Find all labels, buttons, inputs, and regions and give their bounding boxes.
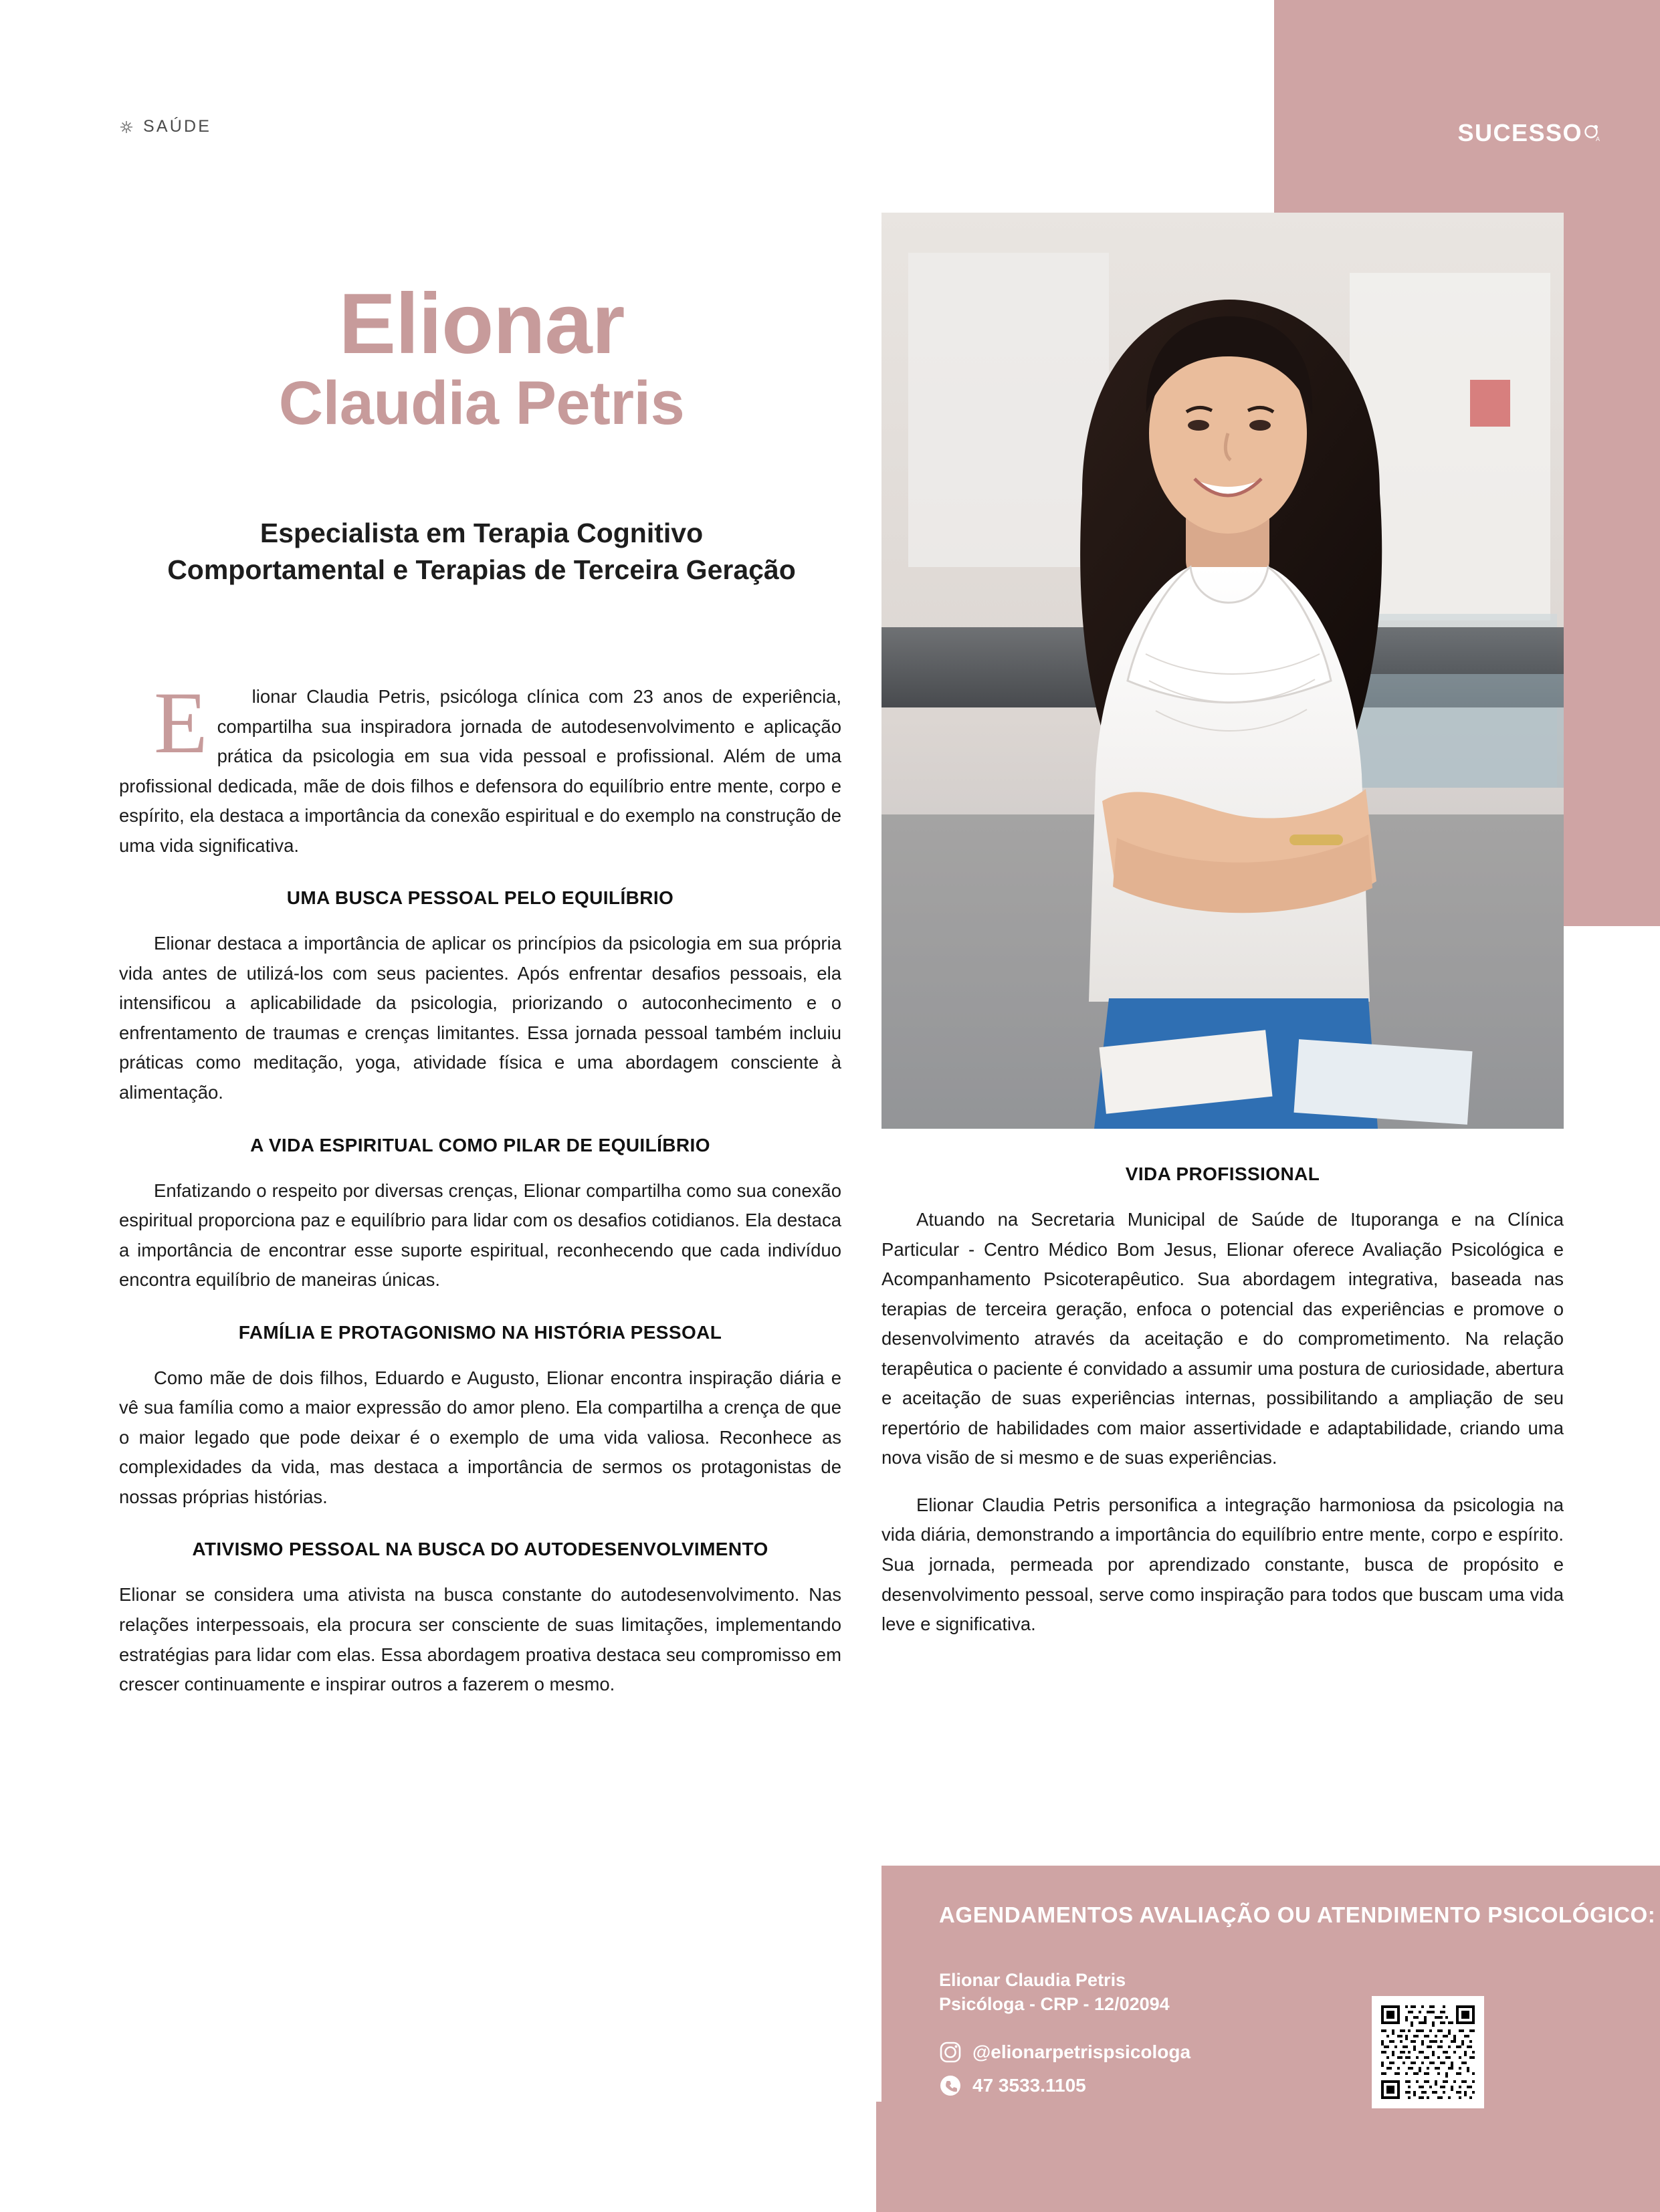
right-column-paragraph-1: Atuando na Secretaria Municipal de Saúde de Ituporanga e na Clínica Particular - Centro Médico Bom Jesus, Elionar oferece Avaliação Psicológica e Acompanhamento Psicoterapêutico. Sua abordagem integrativa, baseada nas terapias de terceira geração, enfoca o potencial das experiências e promove o desenvolvimento através da aceitação e do comprometimento. Na relação terapêutica o paciente é convidado a assumir uma postura de curiosidade, abertura e aceitação de suas experiências internas, possibilitando a ampliação de seu repertório de habilidades com maior assertividade e adaptabilidade, criando uma nova visão de si mesmo e de suas experiências. [881,1209,1564,1468]
instagram-handle[interactable] [939,2041,1190,2064]
instagram-icon [939,2041,962,2064]
article-photo [881,213,1564,1129]
right-column-heading: VIDA PROFISSIONAL [1125,1164,1320,1184]
brand-logo [1457,119,1601,147]
section-kicker [119,117,211,136]
section-heading-3: FAMÍLIA E PROTAGONISMO NA HISTÓRIA PESSOAL [238,1321,722,1343]
brand-name: SUCESSO [1457,119,1582,146]
contact-role: Psicóloga - CRP - 12/02094 [939,1994,1170,2014]
phone-number[interactable] [939,2074,1086,2097]
section-heading-1: UMA BUSCA PESSOAL PELO EQUILÍBRIO [286,887,674,909]
article-subtitle: Especialista em Terapia Cognitivo Comportamental e Terapias de Terceira Geração [167,518,796,586]
section-paragraph-4: Elionar se considera uma ativista na busca constante do autodesenvolvimento. Nas relações interpessoais, ela procura ser consciente de suas limitações, implementando estratégias para lidar com elas. Essa abordagem proativa destaca seu compromisso em crescer continuamente e inspirar outros a fazerem o mesmo. [119,1584,841,1695]
section-paragraph-3: Como mãe de dois filhos, Eduardo e Augusto, Elionar encontra inspiração diária e vê sua família como a maior expressão do amor pleno. Ela compartilha a crença de que o maior legado que pode deixar é o exemplo de uma vida valiosa. Reconhece as complexidades da vida, mas destaca a importância de sermos os protagonistas de nossas próprias histórias. [119,1367,841,1507]
section-paragraph-1: Elionar destaca a importância de aplicar os princípios da psicologia em sua própria vida antes de utilizá-los com seus pacientes. Após enfrentar desafios pessoais, ela intensificou a aplicabilidade da psicologia, priorizando o autoconhecimento e o enfrentamento de traumas e crenças limitantes. Essa jornada pessoal também incluiu práticas como meditação, yoga, atividade física e uma abordagem consciente à alimentação. [119,933,841,1103]
asterisk-icon [119,120,134,134]
kicker-label: SAÚDE [143,117,212,136]
title-line-2: Claudia Petris [278,368,685,437]
svg-text:A: A [1596,136,1600,142]
contact-box [881,1866,1660,2136]
brand-dot-icon [1581,123,1601,143]
section-heading-2: A VIDA ESPIRITUAL COMO PILAR DE EQUILÍBRIO [250,1134,710,1155]
section-paragraph-2: Enfatizando o respeito por diversas crenças, Elionar compartilha como sua conexão espiritual proporciona paz e equilíbrio para lidar com os desafios cotidianos. Ela destaca a importância de encontrar esse suporte espiritual, reconhecendo que cada indivíduo encontra equilíbrio de maneiras únicas. [119,1180,841,1291]
article-title [120,276,843,437]
drop-cap: E [154,673,208,772]
lead-paragraph [119,673,841,861]
contact-title: AGENDAMENTOS AVALIAÇÃO OU ATENDIMENTO PSICOLÓGICO: [939,1902,1656,1927]
qr-code-icon[interactable] [1372,1996,1484,2108]
right-column-paragraph-2: Elionar Claudia Petris personifica a integração harmoniosa da psicologia na vida diária, demonstrando a importância do equilíbrio entre mente, corpo e espírito. Sua jornada, permeada por aprendizado constante, busca de propósito e desenvolvimento pessoal, serve como inspiração para todos que buscam uma vida leve e significativa. [881,1494,1564,1635]
instagram-label: @elionarpetrispsicologa [972,2041,1191,2062]
contact-name: Elionar Claudia Petris [939,1970,1126,1990]
lead-paragraph-text: lionar Claudia Petris, psicóloga clínica com 23 anos de experiência, compartilha sua inspiradora jornada de autodesenvolvimento e aplicação prática da psicologia em sua vida pessoal e profissional. Além de uma profissional dedicada, mãe de dois filhos e defensora do equilíbrio entre mente, corpo e espírito, ela destaca a importância da conexão espiritual e do exemplo na construção de uma vida significativa. [119,686,841,856]
left-column [119,673,841,1717]
bottom-left-white-cover [0,2102,876,2212]
phone-icon [939,2074,962,2097]
section-heading-4: ATIVISMO PESSOAL NA BUSCA DO AUTODESENVOLVIMENTO [192,1539,768,1560]
phone-label: 47 3533.1105 [972,2075,1086,2096]
title-line-1: Elionar [338,276,625,372]
right-column [881,1164,1564,1657]
